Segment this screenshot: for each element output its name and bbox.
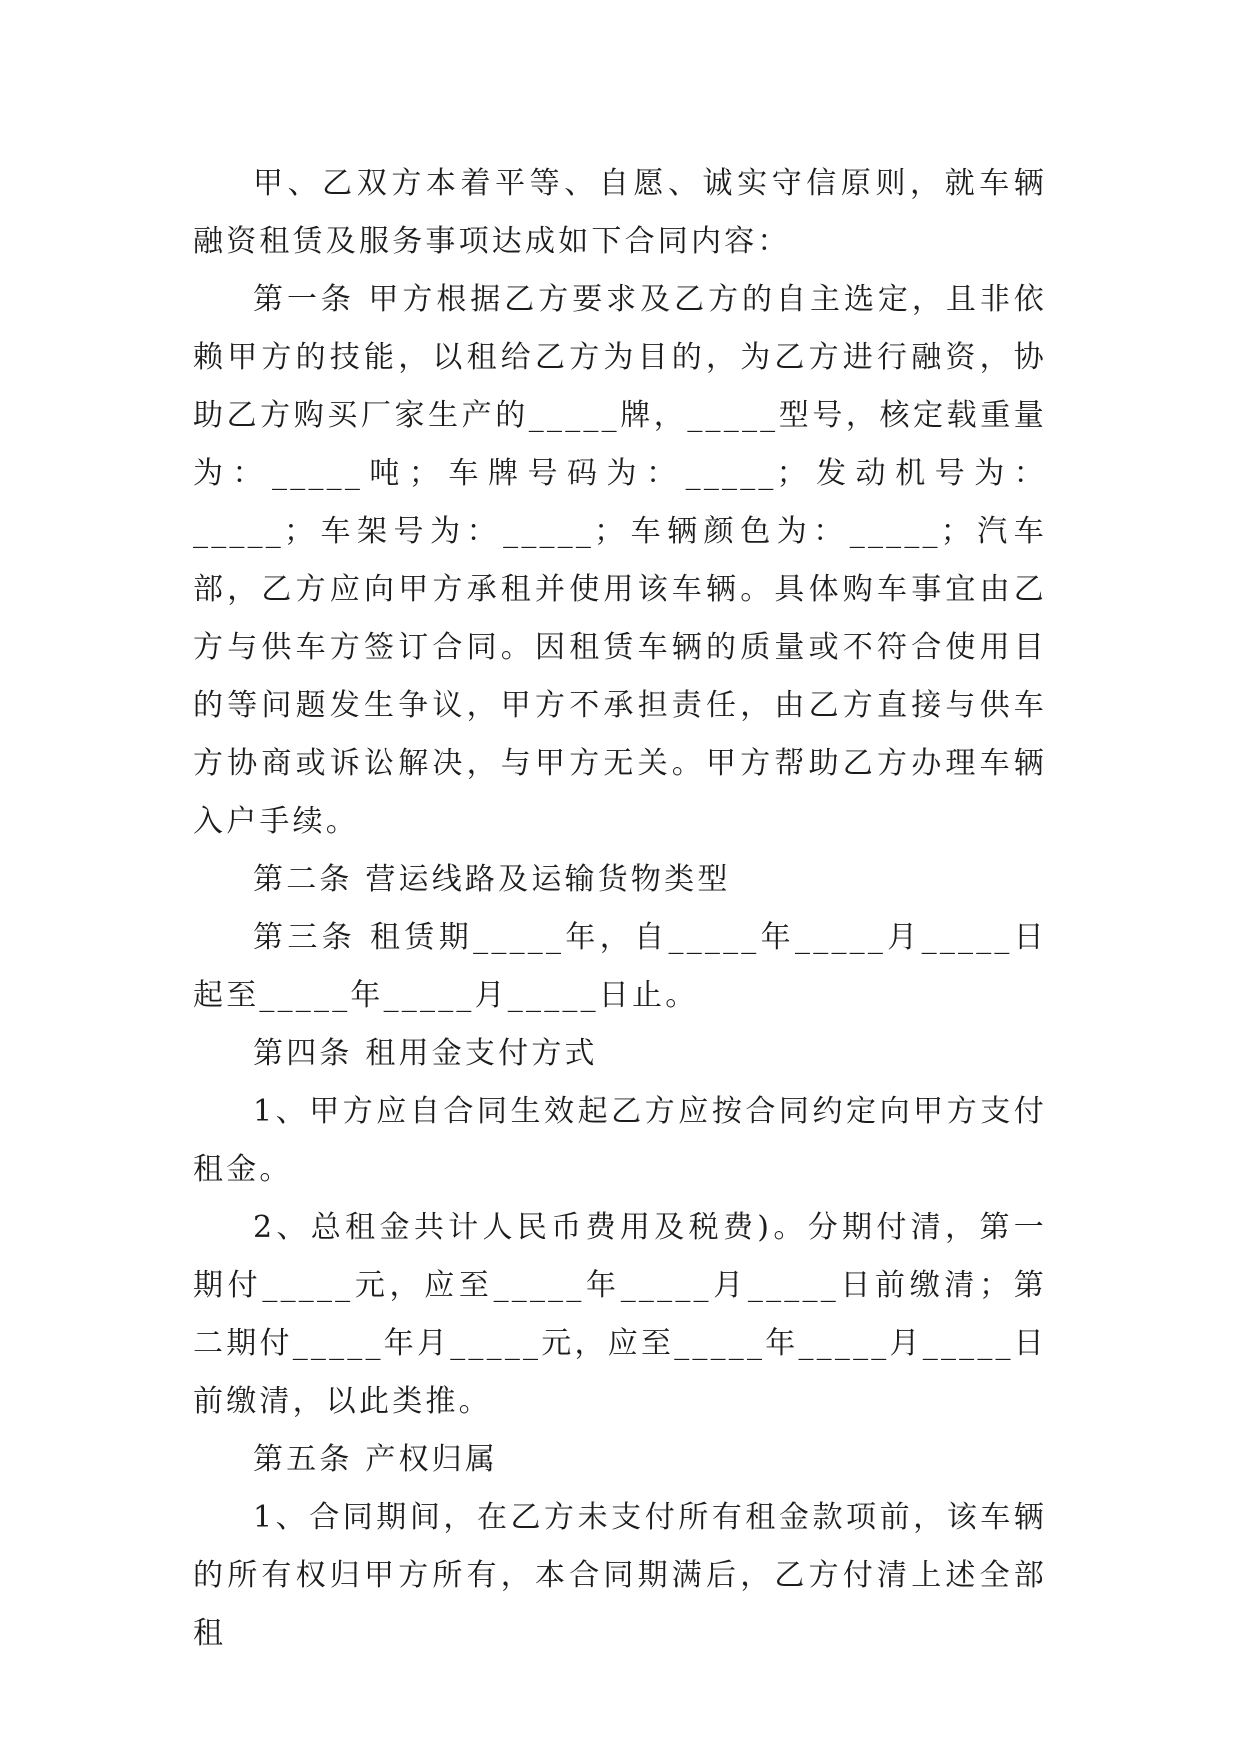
paragraph-article-3: 第三条 租赁期_____年，自_____年_____月_____日起至_____年_____月_____日止。 [193,920,1047,1013]
paragraph-article-5: 第五条 产权归属 [253,1442,499,1477]
paragraph-article-5-item-1: 1、合同期间，在乙方未支付所有租金款项前，该车辆的所有权归甲方所有，本合同期满后，乙方付清上述全部租 [193,1500,1047,1651]
paragraph-article-1: 第一条 甲方根据乙方要求及乙方的自主选定，且非依赖甲方的技能，以租给乙方为目的，为乙方进行融资，协助乙方购买厂家生产的_____牌，_____型号，核定载重量为：_____吨；车牌号码为：_____；发动机号为：_____；车架号为：_____；车辆颜色为：_____；汽车部，乙方应向甲方承租并使用该车辆。具体购车事宜由乙方与供车方签订合同。因租赁车辆的质量或不符合使用目的等问题发生争议，甲方不承担责任，由乙方直接与供车方协商或诉讼解决，与甲方无关。甲方帮助乙方办理车辆入户手续。 [193,282,1047,839]
paragraph-article-2: 第二条 营运线路及运输货物类型 [253,862,731,897]
paragraph-article-4-item-2: 2、总租金共计人民币费用及税费)。分期付清，第一期付_____元，应至_____年_____月_____日前缴清；第二期付_____年月_____元，应至_____年_____月_____日前缴清，以此类推。 [193,1210,1047,1419]
paragraph-article-4: 第四条 租用金支付方式 [253,1036,598,1071]
contract-body [193,155,1047,1663]
paragraph-preamble: 甲、乙双方本着平等、自愿、诚实守信原则，就车辆融资租赁及服务事项达成如下合同内容： [193,166,1047,259]
paragraph-article-4-item-1: 1、甲方应自合同生效起乙方应按合同约定向甲方支付租金。 [193,1094,1047,1187]
